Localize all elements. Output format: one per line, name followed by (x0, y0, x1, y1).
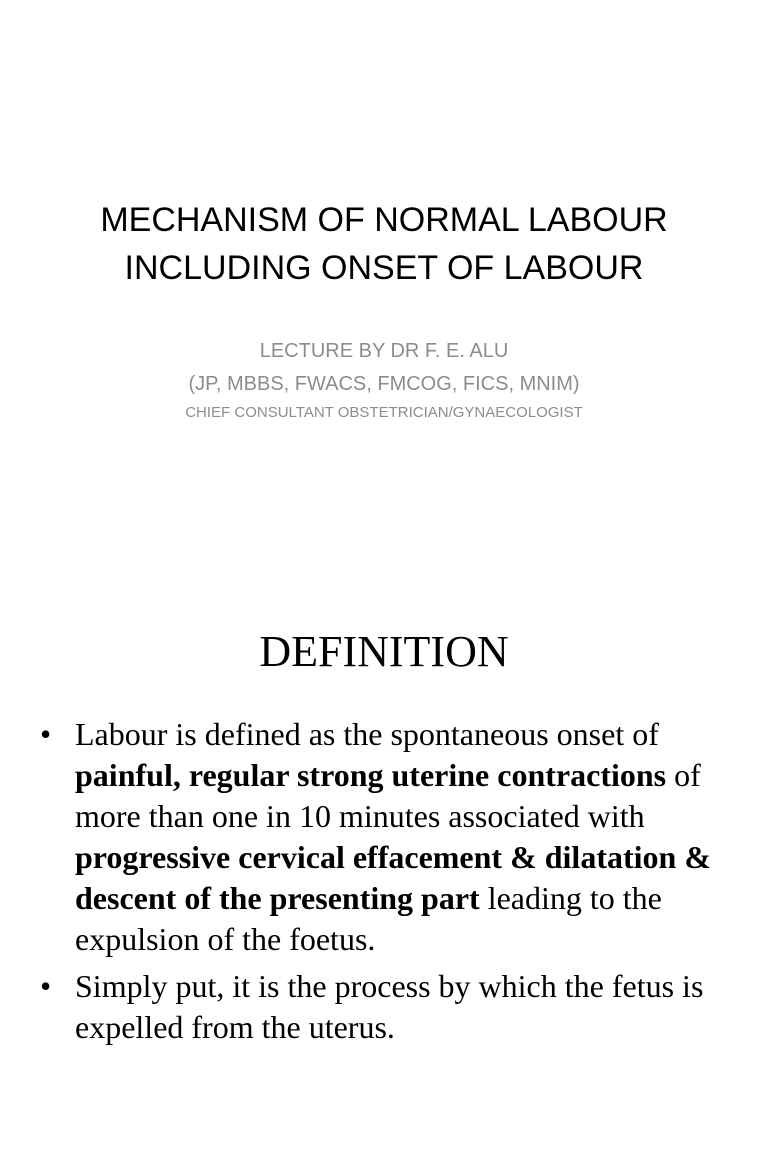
bullet-2-text: Simply put, it is the process by which the fetus is expelled from the uterus. (75, 968, 704, 1045)
qualifications-line: (JP, MBBS, FWACS, FMCOG, FICS, MNIM) (188, 373, 580, 395)
bullet-list (40, 714, 730, 1054)
bullet-1-text-part-1: Labour is defined as the spontaneous onset of (75, 716, 659, 752)
presentation-subtitle (0, 334, 768, 426)
position-line: CHIEF CONSULTANT OBSTETRICIAN/GYNAECOLOGIST (185, 404, 583, 421)
bullet-1-bold-2: progressive cervical effacement & dilatation & descent of the presenting part (75, 839, 711, 916)
title-line-2: INCLUDING ONSET OF LABOUR (124, 249, 644, 287)
bullet-item-2 (40, 966, 730, 1048)
bullet-1-text-part-2: of more than one in 10 minutes associated with (75, 757, 701, 834)
title-line-1: MECHANISM OF NORMAL LABOUR (100, 201, 668, 239)
bullet-dot-icon: • (40, 716, 52, 752)
bullet-1-bold-1: painful, regular strong uterine contractions (75, 757, 667, 793)
bullet-dot-icon: • (40, 968, 52, 1004)
slide-heading: DEFINITION (259, 627, 509, 676)
bullet-1-text-part-3: leading to the expulsion of the foetus. (75, 880, 662, 957)
bullet-item-1 (40, 714, 730, 960)
presentation-title (0, 196, 768, 292)
definition-slide (0, 576, 768, 1152)
lecturer-line: LECTURE BY DR F. E. ALU (259, 340, 509, 362)
